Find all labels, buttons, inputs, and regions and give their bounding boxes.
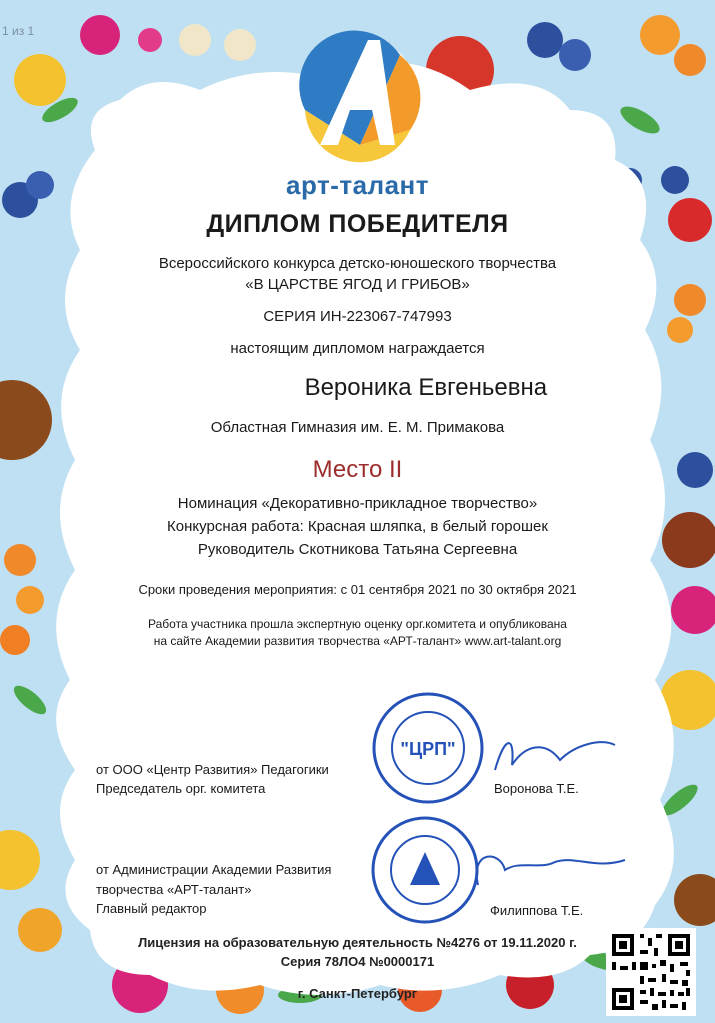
city: г. Санкт-Петербург [297, 986, 418, 1001]
school-name: Областная Гимназия им. Е. М. Примакова [210, 419, 505, 436]
winner-name-visible: Вероника Евгеньевна [304, 374, 548, 401]
diploma-title: ДИПЛОМ ПОБЕДИТЕЛЯ [206, 210, 509, 238]
svg-text:"ЦРП": "ЦРП" [400, 739, 456, 759]
signature1-name: Воронова Т.Е. [494, 781, 579, 796]
contest-line-2: «В ЦАРСТВЕ ЯГОД И ГРИБОВ» [245, 276, 470, 293]
nomination: Номинация «Декоративно-прикладное творчество» [177, 495, 538, 512]
awarded-text: настоящим дипломом награждается [230, 340, 485, 357]
page-counter: 1 из 1 [2, 24, 35, 38]
qr-code[interactable] [606, 928, 696, 1016]
signature1-org: от ООО «Центр Развития» Педагогики [96, 762, 329, 777]
signature2-name: Филиппова Т.Е. [490, 903, 584, 918]
review-line-1: Работа участника прошла экспертную оценку орг.комитета и опубликована [148, 617, 567, 631]
place-award: Место II [312, 456, 403, 483]
contest-line-1: Всероссийского конкурса детско-юношеского творчества [158, 255, 557, 272]
redacted-surname [168, 379, 298, 399]
winner-name [0, 374, 715, 402]
signature2-org: от Администрации Академии Развития [96, 862, 332, 877]
leader: Руководитель Скотникова Татьяна Сергеевна [197, 541, 518, 558]
logo-text: арт-талант [286, 170, 429, 200]
diploma-series: СЕРИЯ ИН-223067-747993 [263, 308, 452, 325]
license-line-1: Лицензия на образовательную деятельность №4276 от 19.11.2020 г. [138, 935, 577, 950]
contest-work: Конкурсная работа: Красная шляпка, в белый горошек [167, 518, 548, 535]
signature1-role: Председатель орг. комитета [96, 781, 266, 796]
event-dates: Сроки проведения мероприятия: с 01 сентября 2021 по 30 октября 2021 [138, 582, 577, 597]
license-line-2: Серия 78ЛО4 №0000171 [280, 954, 435, 969]
signature2-org-2: творчества «АРТ-талант» [96, 882, 252, 897]
review-line-2: на сайте Академии развития творчества «АРТ-талант» www.art-talant.org [153, 634, 562, 648]
signature2-role: Главный редактор [96, 901, 207, 916]
